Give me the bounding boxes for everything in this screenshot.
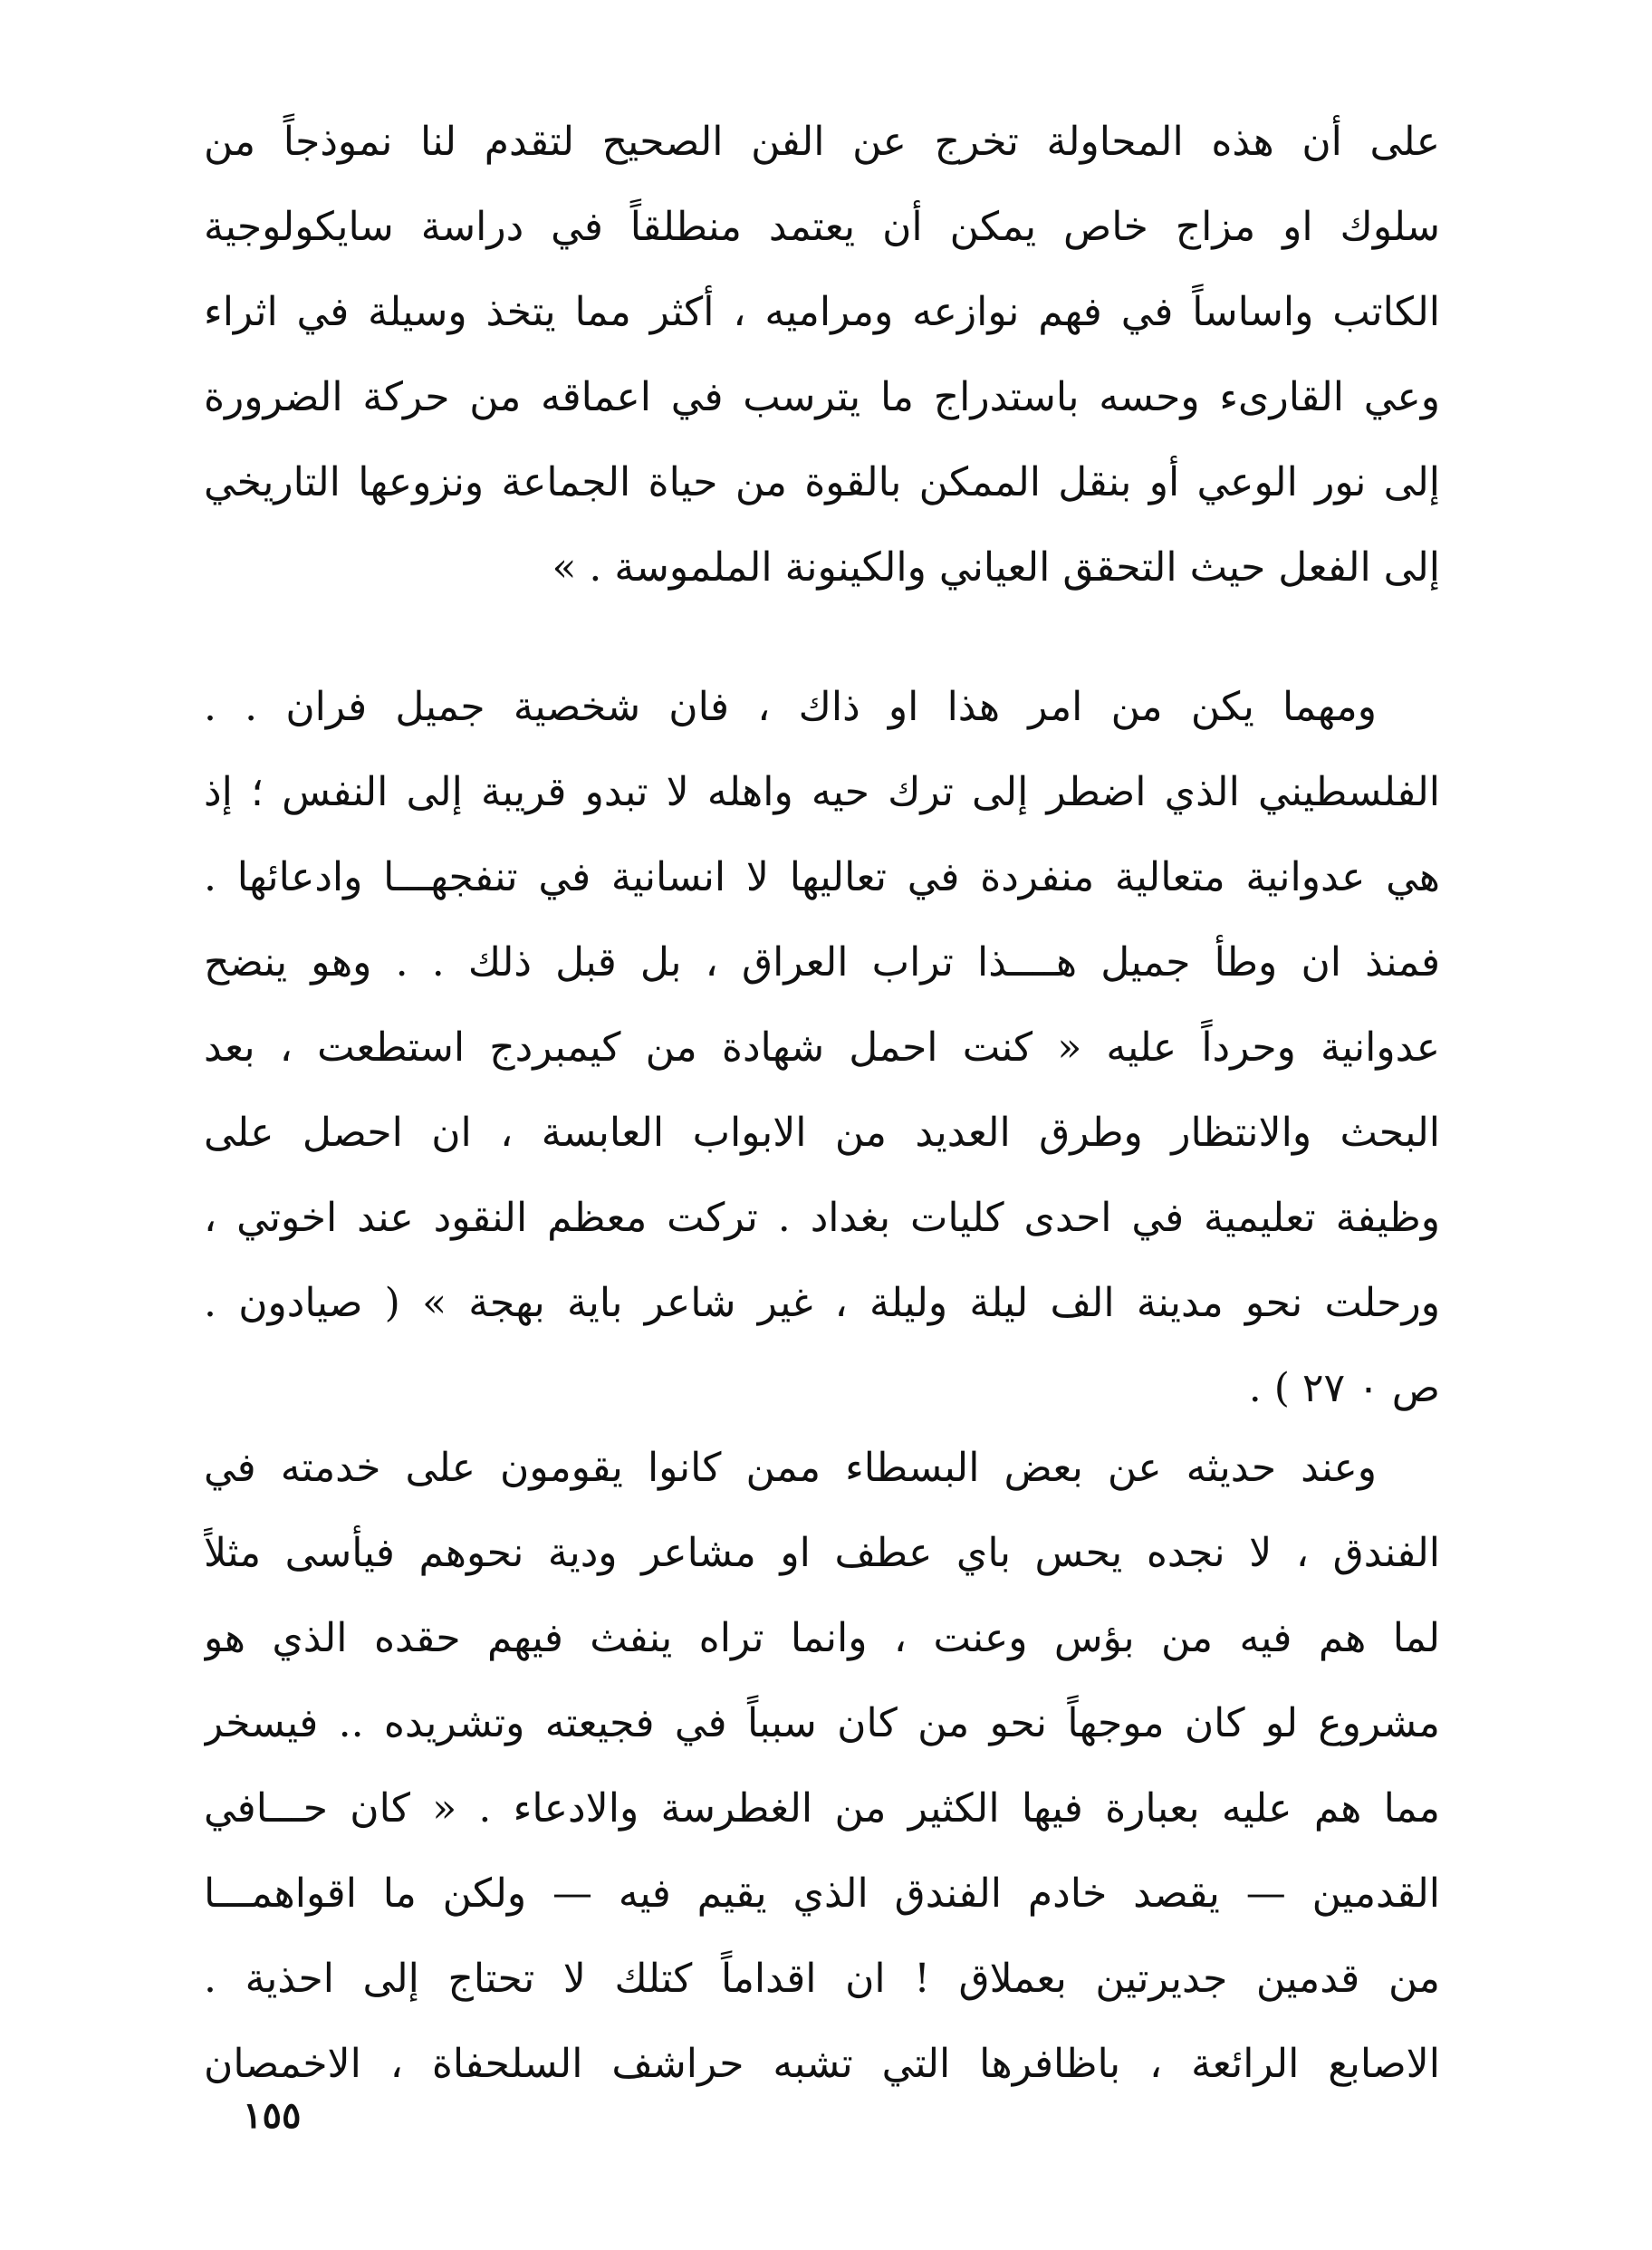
text-line: هي عدوانية متعالية منفردة في تعاليها لا انسانية في تنفجهـــا وادعائها . <box>204 854 1440 900</box>
paragraph-2 <box>204 665 1440 1431</box>
text-line: ورحلت نحو مدينة الف ليلة وليلة ، غير شاعر باية بهجة » ( صيادون . <box>204 1280 1440 1326</box>
page-number: ١٥٥ <box>243 2094 302 2137</box>
paragraph-3 <box>204 1426 1440 2107</box>
text-line: على أن هذه المحاولة تخرج عن الفن الصحيح لتقدم لنا نموذجاً من <box>204 119 1440 165</box>
text-line: وعي القارىء وحسه باستدراج ما يترسب في اعماقه من حركة الضرورة <box>204 374 1440 420</box>
text-line: سلوك او مزاج خاص يمكن أن يعتمد منطلقاً في دراسة سايكولوجية <box>204 204 1440 250</box>
text-line: مشروع لو كان موجهاً نحو من كان سبباً في فجيعته وتشريده .. فيسخر <box>204 1700 1440 1746</box>
text-line: فمنذ ان وطأ جميل هــــذا تراب العراق ، بل قبل ذلك . . وهو ينضح <box>204 939 1440 986</box>
text-line: ص ٠ ٢٧ ) . <box>1248 1365 1440 1411</box>
text-line: عدوانية وحرداً عليه « كنت احمل شهادة من كيمبردج استطعت ، بعد <box>204 1024 1440 1071</box>
text-line: وعند حديثه عن بعض البسطاء ممن كانوا يقومون على خدمته في <box>204 1445 1377 1491</box>
text-line: إلى الفعل حيث التحقق العياني والكينونة الملموسة . » <box>552 544 1440 591</box>
text-line: لما هم فيه من بؤس وعنت ، وانما تراه ينفث فيهم حقده الذي هو <box>204 1615 1440 1661</box>
text-line: وظيفة تعليمية في احدى كليات بغداد . تركت معظم النقود عند اخوتي ، <box>204 1195 1440 1241</box>
text-line: الفلسطيني الذي اضطر إلى ترك حيه واهله لا تبدو قريبة إلى النفس ؛ إذ <box>204 769 1440 815</box>
text-line: إلى نور الوعي أو بنقل الممكن بالقوة من حياة الجماعة ونزوعها التاريخي <box>204 459 1440 505</box>
text-line: ومهما يكن من امر هذا او ذاك ، فان شخصية جميل فران . . <box>204 684 1377 730</box>
text-line: الكاتب واساساً في فهم نوازعه ومراميه ، أكثر مما يتخذ وسيلة في اثراء <box>204 289 1440 335</box>
text-line: البحث والانتظار وطرق العديد من الابواب العابسة ، ان احصل على <box>204 1110 1440 1156</box>
paragraph-1 <box>204 100 1440 611</box>
text-line: من قدمين جديرتين بعملاق ! ان اقداماً كتلك لا تحتاج إلى احذية . <box>204 1956 1440 2002</box>
text-line: القدمين — يقصد خادم الفندق الذي يقيم فيه — ولكن ما اقواهمـــا <box>204 1870 1440 1917</box>
text-line: مما هم عليه بعبارة فيها الكثير من الغطرسة والادعاء . « كان حـــافي <box>204 1785 1440 1832</box>
text-line: الاصابع الرائعة ، باظافرها التي تشبه حراشف السلحفاة ، الاخمصان <box>204 2041 1440 2087</box>
text-line: الفندق ، لا نجده يحس باي عطف او مشاعر ودية نحوهم فيأسى مثلاً <box>204 1530 1440 1576</box>
